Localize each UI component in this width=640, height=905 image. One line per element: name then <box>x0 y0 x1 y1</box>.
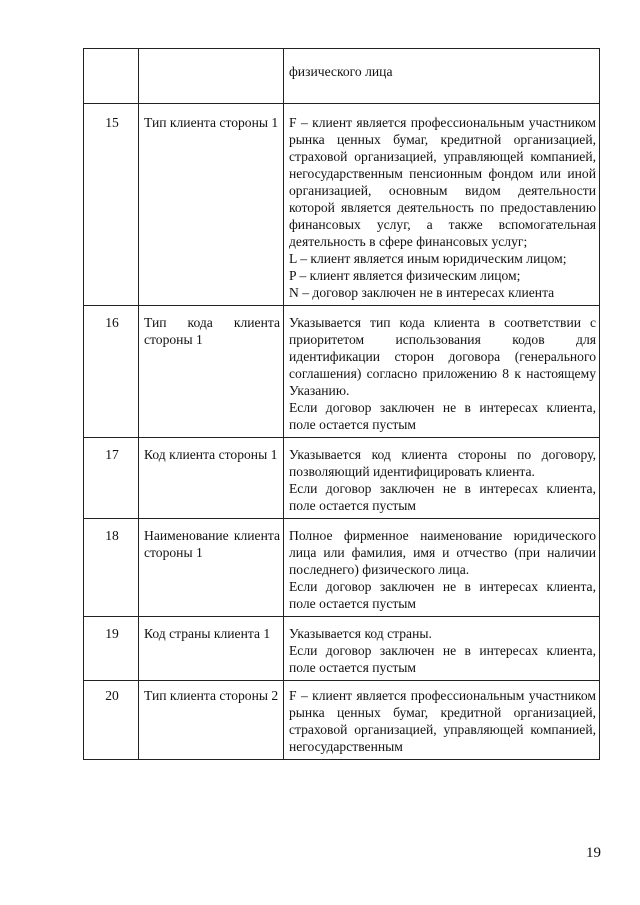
field-name <box>139 306 284 438</box>
table-row <box>84 104 600 306</box>
table-row <box>84 306 600 438</box>
field-description <box>284 438 600 519</box>
description-paragraph: F – клиент является профессиональным участником рынка ценных бумаг, кредитной организацией, страховой организацией, управляющей компанией, негосударственным пенсионным фондом или иной организацией, основным видом деятельности которой является деятельность по предоставлению финансовых услуг, а также вспомогательная деятельность в сфере финансовых услуг; <box>289 115 596 249</box>
field-name <box>139 438 284 519</box>
row-number <box>84 49 139 104</box>
description-paragraph: Если договор заключен не в интересах клиента, поле остается пустым <box>289 400 596 432</box>
row-number: 16 <box>84 306 139 438</box>
field-name <box>139 519 284 617</box>
field-description <box>284 49 600 104</box>
table-row <box>84 519 600 617</box>
description-paragraph: L – клиент является иным юридическим лицом; <box>289 251 567 266</box>
table-row <box>84 681 600 760</box>
field-name <box>139 681 284 760</box>
description-paragraph: F – клиент является профессиональным участником рынка ценных бумаг, кредитной организацией, страховой организацией, управляющей компанией, негосударственным <box>289 688 596 754</box>
description-paragraph: Указывается код клиента стороны по договору, позволяющий идентифицировать клиента. <box>289 447 596 479</box>
description-paragraph: Указывается код страны. <box>289 626 432 641</box>
field-name-text: Тип кода клиента стороны 1 <box>144 315 280 347</box>
field-name <box>139 104 284 306</box>
field-name-text: Код страны клиента 1 <box>144 626 271 641</box>
page-number: 19 <box>586 845 601 861</box>
field-name <box>139 49 284 104</box>
row-number: 18 <box>84 519 139 617</box>
row-number: 15 <box>84 104 139 306</box>
field-name <box>139 617 284 681</box>
row-number: 19 <box>84 617 139 681</box>
row-number: 20 <box>84 681 139 760</box>
row-number: 17 <box>84 438 139 519</box>
description-paragraph: P – клиент является физическим лицом; <box>289 268 521 283</box>
description-paragraph: физического лица <box>289 64 393 79</box>
description-paragraph: Если договор заключен не в интересах клиента, поле остается пустым <box>289 481 596 513</box>
field-description <box>284 681 600 760</box>
field-description <box>284 617 600 681</box>
field-description <box>284 104 600 306</box>
field-name-text: Тип клиента стороны 2 <box>144 688 279 703</box>
fields-table <box>83 48 600 760</box>
field-name-text: Наименование клиента стороны 1 <box>144 528 280 560</box>
table-row <box>84 617 600 681</box>
field-description <box>284 519 600 617</box>
description-paragraph: Если договор заключен не в интересах клиента, поле остается пустым <box>289 579 596 611</box>
field-name-text: Тип клиента стороны 1 <box>144 115 279 130</box>
description-paragraph: Если договор заключен не в интересах клиента, поле остается пустым <box>289 643 596 675</box>
description-paragraph: Указывается тип кода клиента в соответствии с приоритетом использования кодов для идентификации сторон договора (генерального соглашения) согласно приложению 8 к настоящему Указанию. <box>289 315 596 398</box>
field-description <box>284 306 600 438</box>
field-name-text: Код клиента стороны 1 <box>144 447 278 462</box>
table-row <box>84 438 600 519</box>
table-row <box>84 49 600 104</box>
description-paragraph: N – договор заключен не в интересах клиента <box>289 285 555 300</box>
description-paragraph: Полное фирменное наименование юридического лица или фамилия, имя и отчество (при наличии последнего) физического лица. <box>289 528 596 577</box>
